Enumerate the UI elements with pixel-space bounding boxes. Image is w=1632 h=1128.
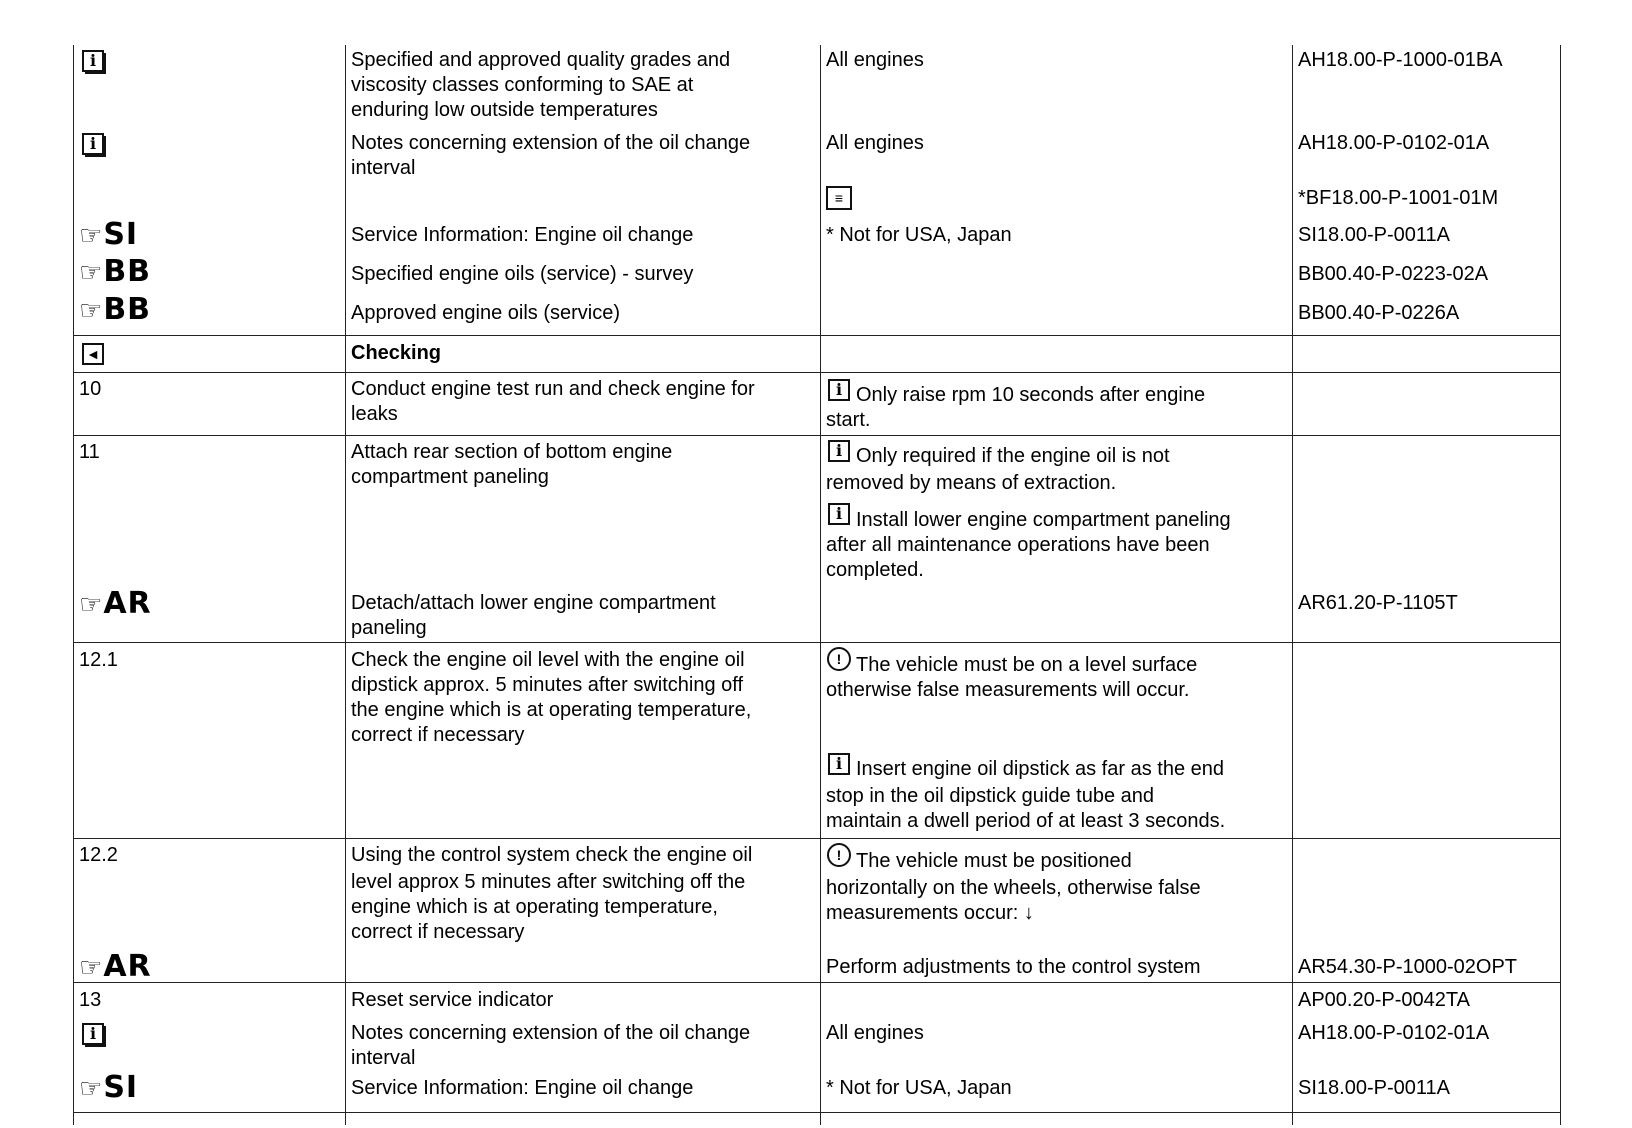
text-line: horizontally on the wheels, otherwise false bbox=[826, 877, 1201, 899]
text-line: compartment paneling bbox=[351, 466, 549, 488]
table-border-left bbox=[73, 45, 74, 1125]
column-divider-2 bbox=[820, 45, 821, 1125]
ref-si-icon[interactable] bbox=[79, 219, 138, 252]
text-line: Only required if the engine oil is not bbox=[856, 445, 1170, 467]
text-line: after all maintenance operations have been bbox=[826, 534, 1210, 556]
text-line: Attach rear section of bottom engine bbox=[351, 441, 673, 463]
section-title-checking: Checking bbox=[351, 342, 442, 364]
table-border-bottom bbox=[73, 1112, 1560, 1113]
ref-bb-icon[interactable] bbox=[79, 256, 151, 289]
step-number: 12.1 bbox=[79, 649, 118, 671]
step13-service-ref[interactable]: SI18.00-P-0011A bbox=[1298, 1077, 1450, 1099]
ref-si-icon[interactable] bbox=[79, 1072, 138, 1105]
text-line: viscosity classes conforming to SAE at bbox=[351, 74, 694, 96]
row-separator bbox=[73, 335, 1560, 336]
step11-note-b bbox=[826, 508, 1281, 583]
text-line: Using the control system check the engine oil bbox=[351, 844, 753, 866]
step-number: 12.2 bbox=[79, 844, 118, 866]
text-line: interval bbox=[351, 157, 416, 179]
step11-sub-ref[interactable]: AR61.20-P-1105T bbox=[1298, 592, 1458, 614]
text-line: measurements occur: ↓ bbox=[826, 902, 1034, 924]
warning-icon: ! bbox=[827, 843, 851, 867]
text-line: Check the engine oil level with the engine oil bbox=[351, 649, 745, 671]
ref-code-label: AR bbox=[103, 586, 152, 621]
info-icon: i bbox=[828, 440, 850, 462]
warning-icon: ! bbox=[827, 647, 851, 671]
text-line: Detach/attach lower engine compartment bbox=[351, 592, 716, 614]
step11-desc bbox=[351, 440, 811, 490]
service-info-ref[interactable]: SI18.00-P-0011A bbox=[1298, 224, 1450, 246]
step13-interval-desc bbox=[351, 1021, 811, 1071]
oil-grades-ref[interactable]: AH18.00-P-1000-01BA bbox=[1298, 49, 1503, 71]
oil-interval-ref[interactable]: AH18.00-P-0102-01A bbox=[1298, 132, 1490, 154]
table-border-right bbox=[1560, 45, 1561, 1125]
service-info-note: * Not for USA, Japan bbox=[826, 224, 1012, 246]
ref-ar-icon[interactable] bbox=[79, 588, 152, 621]
column-divider-1 bbox=[345, 45, 346, 1125]
column-divider-3 bbox=[1292, 45, 1293, 1125]
text-line: enduring low outside temperatures bbox=[351, 99, 658, 121]
specified-oils-ref[interactable]: BB00.40-P-0223-02A bbox=[1298, 263, 1489, 285]
step12-1-desc bbox=[351, 648, 811, 748]
step13-interval-note: All engines bbox=[826, 1022, 924, 1044]
hand-pointer-icon: ☞ bbox=[79, 590, 104, 620]
text-line: leaks bbox=[351, 403, 398, 425]
text-line: Insert engine oil dipstick as far as the end bbox=[856, 758, 1224, 780]
step12-2-sub-ref[interactable]: AR54.30-P-1000-02OPT bbox=[1298, 956, 1518, 978]
step12-1-note-a bbox=[826, 653, 1281, 703]
ref-code-label: SI bbox=[103, 217, 139, 252]
service-info-desc: Service Information: Engine oil change bbox=[351, 224, 694, 246]
ref-code-label: BB bbox=[103, 292, 152, 327]
text-line: dipstick approx. 5 minutes after switching off bbox=[351, 674, 744, 696]
text-line: the engine which is at operating temperature, bbox=[351, 699, 752, 721]
hand-pointer-icon: ☞ bbox=[79, 258, 104, 288]
step10-note bbox=[826, 383, 1281, 433]
info-icon: i bbox=[82, 133, 104, 155]
step13-desc: Reset service indicator bbox=[351, 989, 554, 1011]
text-line: Only raise rpm 10 seconds after engine bbox=[856, 384, 1206, 406]
step13-interval-ref[interactable]: AH18.00-P-0102-01A bbox=[1298, 1022, 1490, 1044]
ref-bb-icon[interactable] bbox=[79, 294, 151, 327]
row-separator bbox=[73, 982, 1560, 983]
text-line: engine which is at operating temperature, bbox=[351, 896, 718, 918]
info-icon: i bbox=[828, 379, 850, 401]
text-line: correct if necessary bbox=[351, 724, 525, 746]
info-icon: i bbox=[828, 503, 850, 525]
step-number: 10 bbox=[79, 378, 102, 400]
text-line: removed by means of extraction. bbox=[826, 472, 1117, 494]
text-line: completed. bbox=[826, 559, 924, 581]
step11-sub-desc bbox=[351, 591, 811, 641]
specified-oils-desc: Specified engine oils (service) - survey bbox=[351, 263, 694, 285]
step11-note-a bbox=[826, 444, 1281, 496]
info-icon: i bbox=[82, 50, 104, 72]
text-line: otherwise false measurements will occur. bbox=[826, 679, 1190, 701]
documents-icon: ≡ bbox=[826, 186, 852, 210]
back-arrow-icon[interactable]: ◄ bbox=[82, 343, 104, 365]
approved-oils-ref[interactable]: BB00.40-P-0226A bbox=[1298, 302, 1460, 324]
step13-service-note: * Not for USA, Japan bbox=[826, 1077, 1012, 1099]
oil-capacity-ref[interactable]: *BF18.00-P-1001-01M bbox=[1298, 187, 1499, 209]
text-line: level approx 5 minutes after switching off the bbox=[351, 871, 746, 893]
text-line: The vehicle must be positioned bbox=[856, 850, 1132, 872]
step10-desc bbox=[351, 377, 811, 427]
approved-oils-desc: Approved engine oils (service) bbox=[351, 302, 621, 324]
oil-interval-desc bbox=[351, 131, 811, 181]
text-line: Notes concerning extension of the oil change bbox=[351, 1022, 751, 1044]
oil-interval-note: All engines bbox=[826, 132, 924, 154]
ref-ar-icon[interactable] bbox=[79, 951, 152, 984]
text-line: maintain a dwell period of at least 3 seconds. bbox=[826, 810, 1226, 832]
oil-grades-desc bbox=[351, 48, 811, 123]
info-icon: i bbox=[828, 753, 850, 775]
step12-2-sub-note: Perform adjustments to the control system bbox=[826, 956, 1201, 978]
step-number: 11 bbox=[79, 441, 100, 463]
step13-ref[interactable]: AP00.20-P-0042TA bbox=[1298, 989, 1470, 1011]
ref-code-label: AR bbox=[103, 949, 152, 984]
hand-pointer-icon: ☞ bbox=[79, 1074, 104, 1104]
hand-pointer-icon: ☞ bbox=[79, 221, 104, 251]
text-line: The vehicle must be on a level surface bbox=[856, 654, 1198, 676]
text-line: Specified and approved quality grades and bbox=[351, 49, 731, 71]
hand-pointer-icon: ☞ bbox=[79, 296, 104, 326]
hand-pointer-icon: ☞ bbox=[79, 953, 104, 983]
row-separator bbox=[73, 642, 1560, 643]
info-icon: i bbox=[82, 1023, 104, 1045]
row-separator bbox=[73, 372, 1560, 373]
step12-2-desc bbox=[351, 843, 811, 945]
row-separator bbox=[73, 435, 1560, 436]
text-line: paneling bbox=[351, 617, 427, 639]
text-line: Conduct engine test run and check engine for bbox=[351, 378, 755, 400]
text-line: Notes concerning extension of the oil change bbox=[351, 132, 751, 154]
text-line: start. bbox=[826, 409, 871, 431]
oil-grades-note: All engines bbox=[826, 49, 924, 71]
ref-code-label: SI bbox=[103, 1070, 139, 1105]
step-number: 13 bbox=[79, 989, 102, 1011]
text-line: Install lower engine compartment paneling bbox=[856, 509, 1231, 531]
text-line: correct if necessary bbox=[351, 921, 525, 943]
ref-code-label: BB bbox=[103, 254, 152, 289]
step12-2-note-a bbox=[826, 849, 1281, 926]
step13-service-desc: Service Information: Engine oil change bbox=[351, 1077, 694, 1099]
text-line: interval bbox=[351, 1047, 416, 1069]
step12-1-note-b bbox=[826, 757, 1281, 834]
row-separator bbox=[73, 838, 1560, 839]
text-line: stop in the oil dipstick guide tube and bbox=[826, 785, 1154, 807]
